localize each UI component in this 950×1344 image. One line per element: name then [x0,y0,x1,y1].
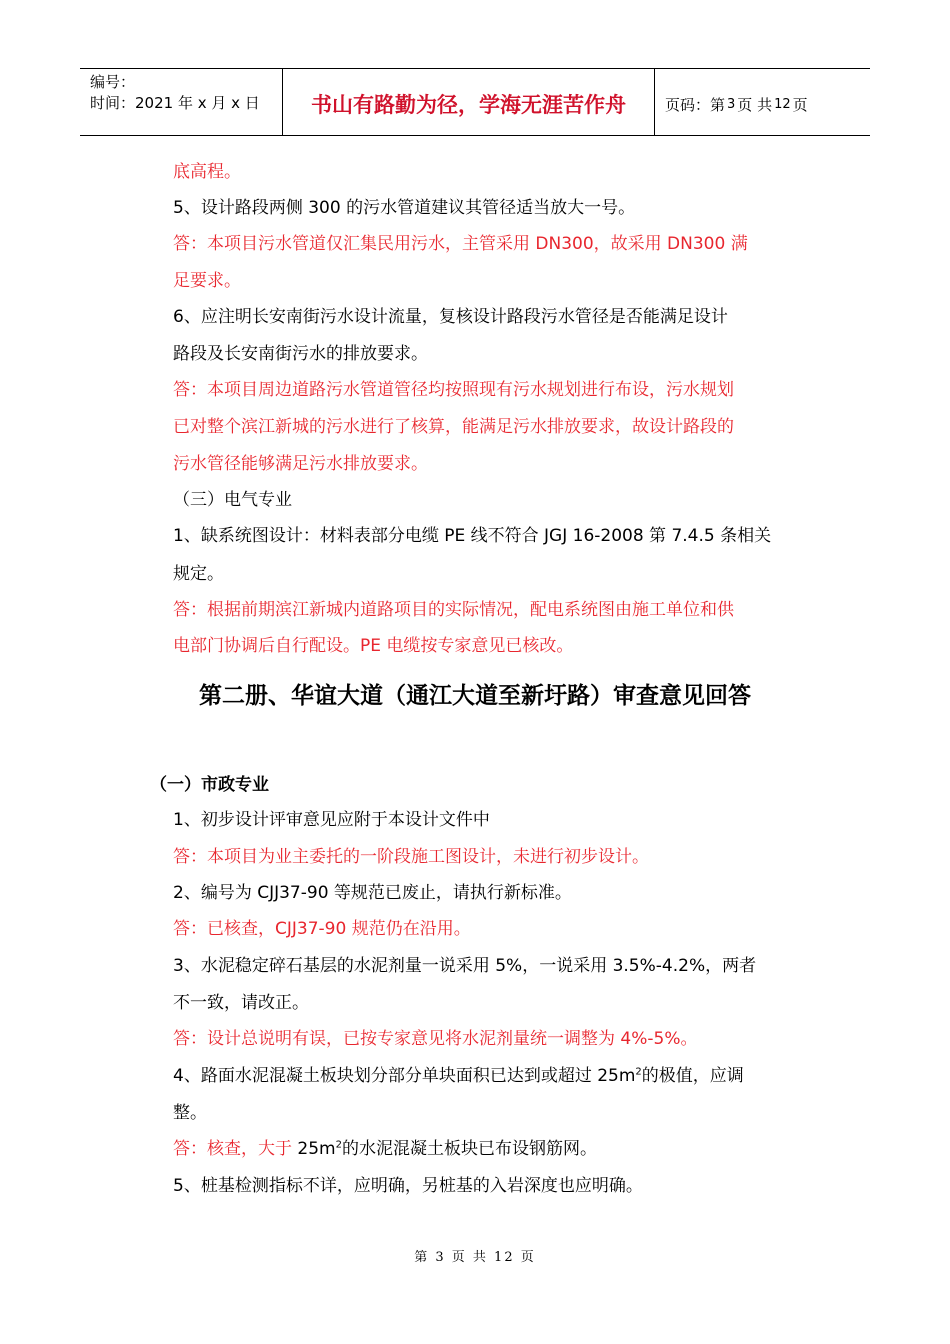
body-line: 答：根据前期滨江新城内道路项目的实际情况，配电系统图由施工单位和供 [173,600,734,620]
page-middle: 页 共 [737,95,773,114]
body-line: 3、水泥稳定碎石基层的水泥剂量一说采用 5%，一说采用 3.5%-4.2%，两者 [173,956,757,976]
body-line: 整。 [173,1103,207,1123]
body-line: 1、初步设计评审意见应附于本设计文件中 [173,810,490,830]
q4-text-tail: 的极值，应调 [641,1066,744,1086]
body-line: 规定。 [173,564,224,584]
body-line [173,1064,813,1088]
body-line: 足要求。 [173,271,241,291]
page-total: 12 [774,96,791,112]
body-line: 答：本项目污水管道仅汇集民用污水，主管采用 DN300，故采用 DN300 满 [173,234,748,254]
body-line: 污水管径能够满足污水排放要求。 [173,454,428,474]
serial-label: 编号： [90,73,136,91]
time-label: 时间：2021 年 x 月 x 日 [90,94,260,112]
section-title: 第二册、华谊大道（通江大道至新圩路）审查意见回答 [199,683,751,709]
body-line: 2、编号为 CJJ37-90 等规范已废止，请执行新标准。 [173,883,572,903]
header-meta [80,69,283,135]
body-line: 底高程。 [173,162,241,182]
superscript: 2 [335,1139,342,1151]
body-line: 6、应注明长安南街污水设计流量，复核设计路段污水管径是否能满足设计 [173,307,728,327]
header-page-number [655,69,870,135]
q4-text: 4、路面水泥混凝土板块划分部分单块面积已达到或超过 25m [173,1066,636,1086]
body-line: 答：本项目周边道路污水管道管径均按照现有污水规划进行布设，污水规划 [173,380,734,400]
page-suffix: 页 [792,95,808,114]
body-line: 5、设计路段两侧 300 的污水管道建议其管径适当放大一号。 [173,198,636,218]
header-motto: 书山有路勤为径，学海无涯苦作舟 [283,69,655,135]
superscript: 2 [635,1066,642,1078]
a4-text: 25m [292,1139,336,1159]
body-line: 路段及长安南街污水的排放要求。 [173,344,428,364]
body-line: 1、缺系统图设计：材料表部分电缆 PE 线不符合 JGJ 16-2008 第 7.4.5 条相关 [173,526,772,546]
page-header [80,68,870,136]
body-line [173,1137,813,1161]
page-current: 3 [727,96,736,112]
page-footer: 第 3 页 共 12 页 [414,1250,536,1265]
body-line: 电部门协调后自行配设。PE 电缆按专家意见已核改。 [173,636,574,656]
body-line: 答：已核查，CJJ37-90 规范仍在沿用。 [173,919,471,939]
body-line: 不一致，请改正。 [173,993,309,1013]
body-line: （三）电气专业 [173,490,292,510]
answer-label: 答：核查，大于 [173,1139,292,1159]
body-line: 5、桩基检测指标不详，应明确，另桩基的入岩深度也应明确。 [173,1176,643,1196]
body-line: 答：本项目为业主委托的一阶段施工图设计，未进行初步设计。 [173,847,649,867]
body-line: 答：设计总说明有误，已按专家意见将水泥剂量统一调整为 4%-5%。 [173,1029,698,1049]
body-line: 已对整个滨江新城的污水进行了核算，能满足污水排放要求，故设计路段的 [173,417,734,437]
subsection-heading: （一）市政专业 [150,775,269,795]
page-prefix: 页码：第 [665,95,726,114]
a4-text-tail: 的水泥混凝土板块已布设钢筋网。 [341,1139,597,1159]
